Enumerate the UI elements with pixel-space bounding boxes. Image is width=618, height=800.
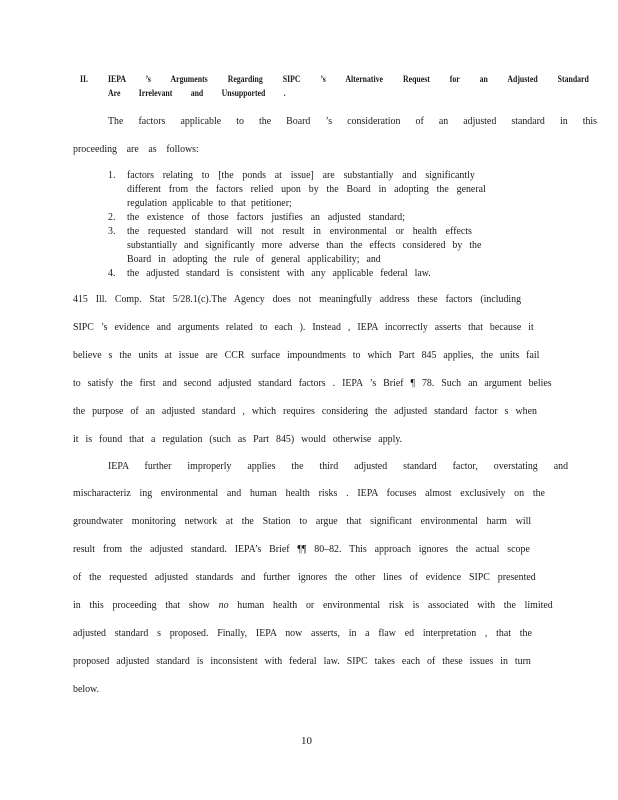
list-item-number: 1.: [108, 169, 116, 181]
paragraph-line: adjusted standard s proposed. Finally, IEPA now asserts, in a flaw ed interpretation , that the: [73, 627, 532, 639]
list-item-number: 4.: [108, 267, 116, 279]
paragraph-line: the purpose of an adjusted standard , which requires considering the adjusted standard factor s when: [73, 405, 537, 417]
paragraph-line: believe s the units at issue are CCR surface impoundments to which Part 845 applies, the units fail: [73, 349, 540, 361]
emphasis-no: no: [218, 599, 229, 611]
paragraph-line: proposed adjusted standard is inconsistent with federal law. SIPC takes each of these issues in turn: [73, 655, 531, 667]
list-item-line: factors relating to [the ponds at issue] are substantially and significantly: [127, 169, 475, 181]
list-item-number: 2.: [108, 211, 116, 223]
paragraph-segment: human health or environmental risk is associated with the limited: [237, 599, 553, 611]
list-item-line: the existence of those factors justifies an adjusted standard;: [127, 211, 405, 223]
paragraph-line: it is found that a regulation (such as Part 845) would otherwise apply.: [73, 433, 403, 445]
section-heading-line-1: IEPA ’s Arguments Regarding SIPC ’s Alternative Request for an Adjusted Standard: [108, 75, 589, 85]
intro-line-2: proceeding are as follows:: [73, 143, 199, 155]
list-item-line: the requested standard will not result in environmental or health effects: [127, 225, 472, 237]
paragraph-segment: in this proceeding that show: [73, 599, 210, 611]
list-item-line: regulation applicable to that petitioner;: [127, 197, 292, 209]
paragraph-line: result from the adjusted standard. IEPA’s Brief ¶¶ 80–82. This approach ignores the actual scope: [73, 543, 530, 555]
list-item-number: 3.: [108, 225, 116, 237]
intro-line-1: The factors applicable to the Board ’s consideration of an adjusted standard in this: [108, 115, 598, 127]
list-item-line: the adjusted standard is consistent with any applicable federal law.: [127, 267, 431, 279]
list-item-line: substantially and significantly more adverse than the effects considered by the: [127, 239, 482, 251]
list-item-line: Board in adopting the rule of general applicability; and: [127, 253, 381, 265]
paragraph-line: SIPC ’s evidence and arguments related to each ). Instead , IEPA incorrectly asserts that because it: [73, 321, 534, 333]
paragraph-line: to satisfy the first and second adjusted standard factors . IEPA ’s Brief ¶ 78. Such an argument belies: [73, 377, 552, 389]
section-heading-line-2: Are Irrelevant and Unsupported .: [108, 89, 286, 99]
paragraph-line: mischaracteriz ing environmental and human health risks . IEPA focuses almost exclusively on the: [73, 487, 545, 499]
paragraph-line: groundwater monitoring network at the Station to argue that significant environmental harm will: [73, 515, 532, 527]
paragraph-line: of the requested adjusted standards and further ignores the other lines of evidence SIPC presented: [73, 571, 536, 583]
paragraph-line: [73, 599, 553, 611]
paragraph-line: IEPA further improperly applies the third adjusted standard factor, overstating and: [108, 460, 569, 472]
paragraph-line: below.: [73, 683, 100, 695]
paragraph-line: 415 Ill. Comp. Stat 5/28.1(c).The Agency does not meaningfully address these factors (including: [73, 293, 522, 305]
section-number: II.: [80, 75, 89, 85]
page-number: 10: [301, 735, 312, 747]
list-item-line: different from the factors relied upon by the Board in adopting the general: [127, 183, 486, 195]
